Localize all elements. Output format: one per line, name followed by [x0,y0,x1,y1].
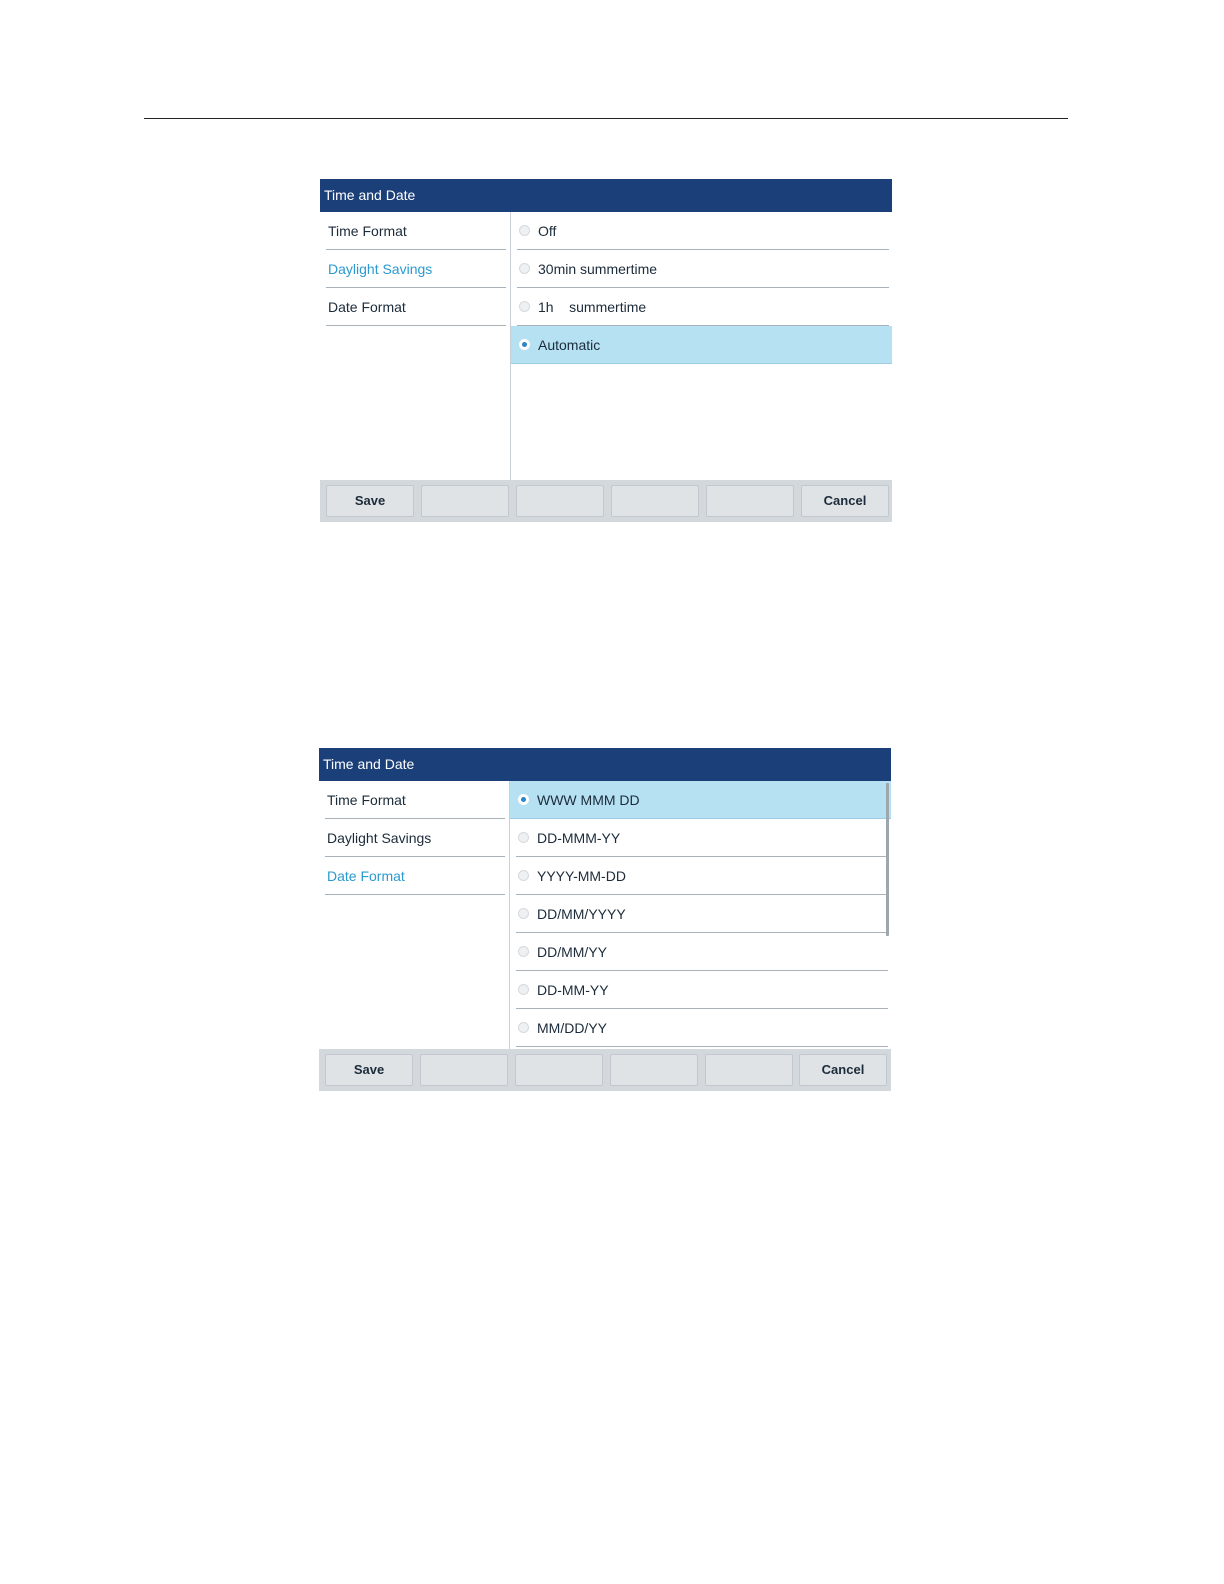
cancel-button[interactable]: Cancel [801,485,889,517]
cancel-button[interactable]: Cancel [799,1054,887,1086]
option-30min-summertime[interactable] [517,250,889,288]
option-label: 30min summertime [538,261,658,277]
radio-button[interactable] [519,301,530,312]
softkey-2-button[interactable] [421,485,509,517]
option-label: DD-MMM-YY [537,830,621,846]
option-dd-mm-yyyy[interactable] [516,895,888,933]
softkey-3-button[interactable] [515,1054,603,1086]
option-automatic[interactable] [511,326,892,364]
nav-item-daylight-savings[interactable]: Daylight Savings [325,819,505,857]
option-dd-mm-yy-dash[interactable] [516,971,888,1009]
page-header-rule [144,118,1068,119]
option-label: YYYY-MM-DD [537,868,626,884]
softkey-4-button[interactable] [610,1054,698,1086]
radio-button[interactable] [518,832,529,843]
option-dd-mmm-yy[interactable] [516,819,888,857]
radio-button-selected[interactable] [519,339,530,350]
radio-button[interactable] [518,870,529,881]
window-title: Time and Date [320,179,892,212]
option-www-mmm-dd[interactable] [510,781,891,819]
window-title: Time and Date [319,748,891,781]
time-date-screen-date-format [319,748,891,1091]
softkey-5-button[interactable] [706,485,794,517]
option-mm-dd-yy[interactable] [516,1009,888,1047]
settings-nav [319,781,510,1049]
radio-button[interactable] [519,263,530,274]
softkey-bar [320,480,892,522]
option-yyyy-mm-dd[interactable] [516,857,888,895]
nav-item-daylight-savings[interactable]: Daylight Savings [326,250,506,288]
option-label: DD/MM/YY [537,944,607,960]
option-off[interactable] [517,212,889,250]
option-label: WWW MMM DD [537,792,640,808]
time-date-screen-daylight [320,179,892,522]
save-button[interactable]: Save [326,485,414,517]
radio-button[interactable] [518,984,529,995]
softkey-2-button[interactable] [420,1054,508,1086]
softkey-3-button[interactable] [516,485,604,517]
radio-button-selected[interactable] [518,794,529,805]
option-label: DD/MM/YYYY [537,906,626,922]
nav-item-time-format[interactable]: Time Format [326,212,506,250]
scrollbar[interactable] [886,783,889,936]
options-list [510,781,891,1049]
nav-item-date-format[interactable]: Date Format [326,288,506,326]
softkey-4-button[interactable] [611,485,699,517]
radio-button[interactable] [518,908,529,919]
option-label: Automatic [538,337,601,353]
option-label: MM/DD/YY [537,1020,607,1036]
option-dd-mm-yy-slash[interactable] [516,933,888,971]
radio-button[interactable] [518,1022,529,1033]
nav-item-time-format[interactable]: Time Format [325,781,505,819]
softkey-bar [319,1049,891,1091]
softkey-5-button[interactable] [705,1054,793,1086]
radio-button[interactable] [518,946,529,957]
nav-item-date-format[interactable]: Date Format [325,857,505,895]
option-label: Off [538,223,557,239]
option-1h-summertime[interactable] [517,288,889,326]
option-label: DD-MM-YY [537,982,609,998]
save-button[interactable]: Save [325,1054,413,1086]
radio-button[interactable] [519,225,530,236]
option-label: 1h summertime [538,299,647,315]
settings-nav [320,212,511,480]
options-list [511,212,892,480]
